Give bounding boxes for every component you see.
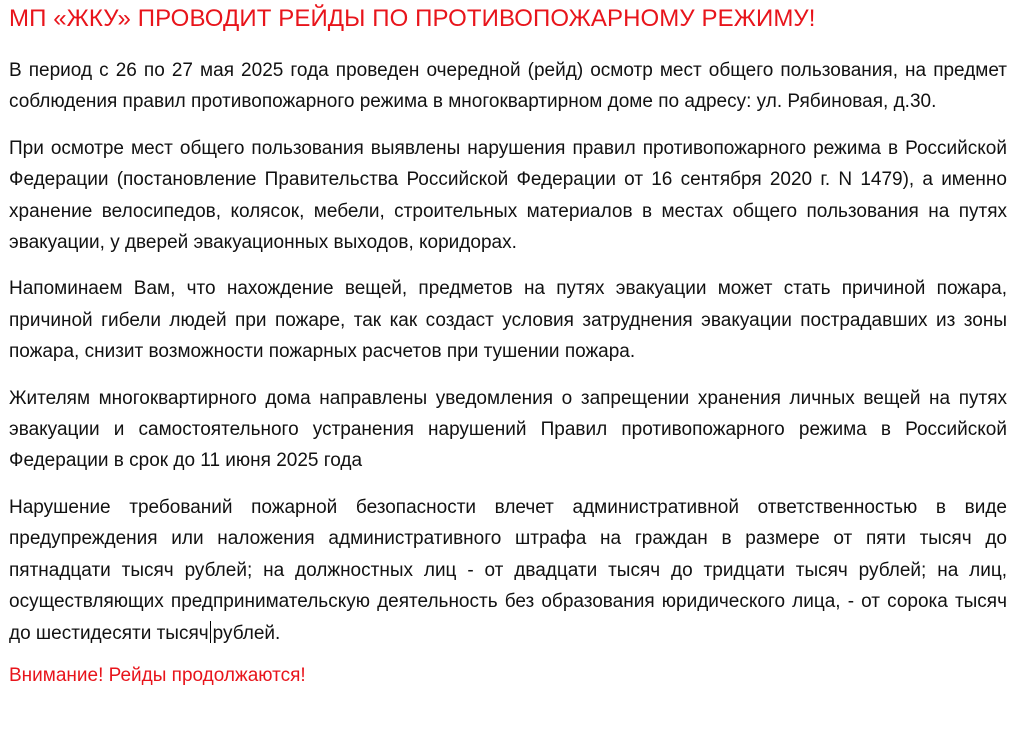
document-page bbox=[9, 0, 1007, 691]
paragraph-notifications-sent: Жителям многоквартирного дома направлены уведомления о запрещении хранения личных вещей на путях эвакуации и самостоятельного устранения нарушений Правил противопожарного режима в Российской Федерации в срок до 11 июня 2025 года bbox=[9, 387, 1007, 472]
paragraph-liability-text: Нарушение требований пожарной безопасности влечет административной ответственностью в виде предупреждения или наложения административного штрафа на граждан в размере от пяти тысяч до пятнадцати тысяч рублей; на должностных лиц - от двадцати тысяч до тридцати тысяч рублей; на лиц, осуществляющих предпринимательскую деятельность без образования юридического лица, - от сорока тысяч до шестидесяти тысяч bbox=[9, 496, 1007, 644]
document-title: МП «ЖКУ» ПРОВОДИТ РЕЙДЫ ПО ПРОТИВОПОЖАРНОМУ РЕЖИМУ! bbox=[9, 5, 816, 32]
paragraph-liability bbox=[9, 492, 1007, 649]
paragraph-liability-tail: рублей. bbox=[212, 622, 281, 644]
footer-warning: Внимание! Рейды продолжаются! bbox=[9, 664, 306, 686]
paragraph-inspection-period: В период с 26 по 27 мая 2025 года проведен очередной (рейд) осмотр мест общего пользования, на предмет соблюдения правил противопожарного режима в многоквартирном доме по адресу: ул. Рябиновая, д.30. bbox=[9, 60, 1007, 113]
text-cursor bbox=[210, 621, 211, 643]
paragraph-reminder: Напоминаем Вам, что нахождение вещей, предметов на путях эвакуации может стать причиной пожара, причиной гибели людей при пожаре, так как создаст условия затруднения эвакуации пострадавших из зоны пожара, снизит возможности пожарных расчетов при тушении пожара. bbox=[9, 278, 1007, 363]
paragraph-violations-found: При осмотре мест общего пользования выявлены нарушения правил противопожарного режима в Российской Федерации (постановление Правительства Российской Федерации от 16 сентября 2020 г. N 1479), а именно хранение велосипедов, колясок, мебели, строительных материалов в местах общего пользования на путях эвакуации, у дверей эвакуационных выходов, коридорах. bbox=[9, 137, 1007, 254]
